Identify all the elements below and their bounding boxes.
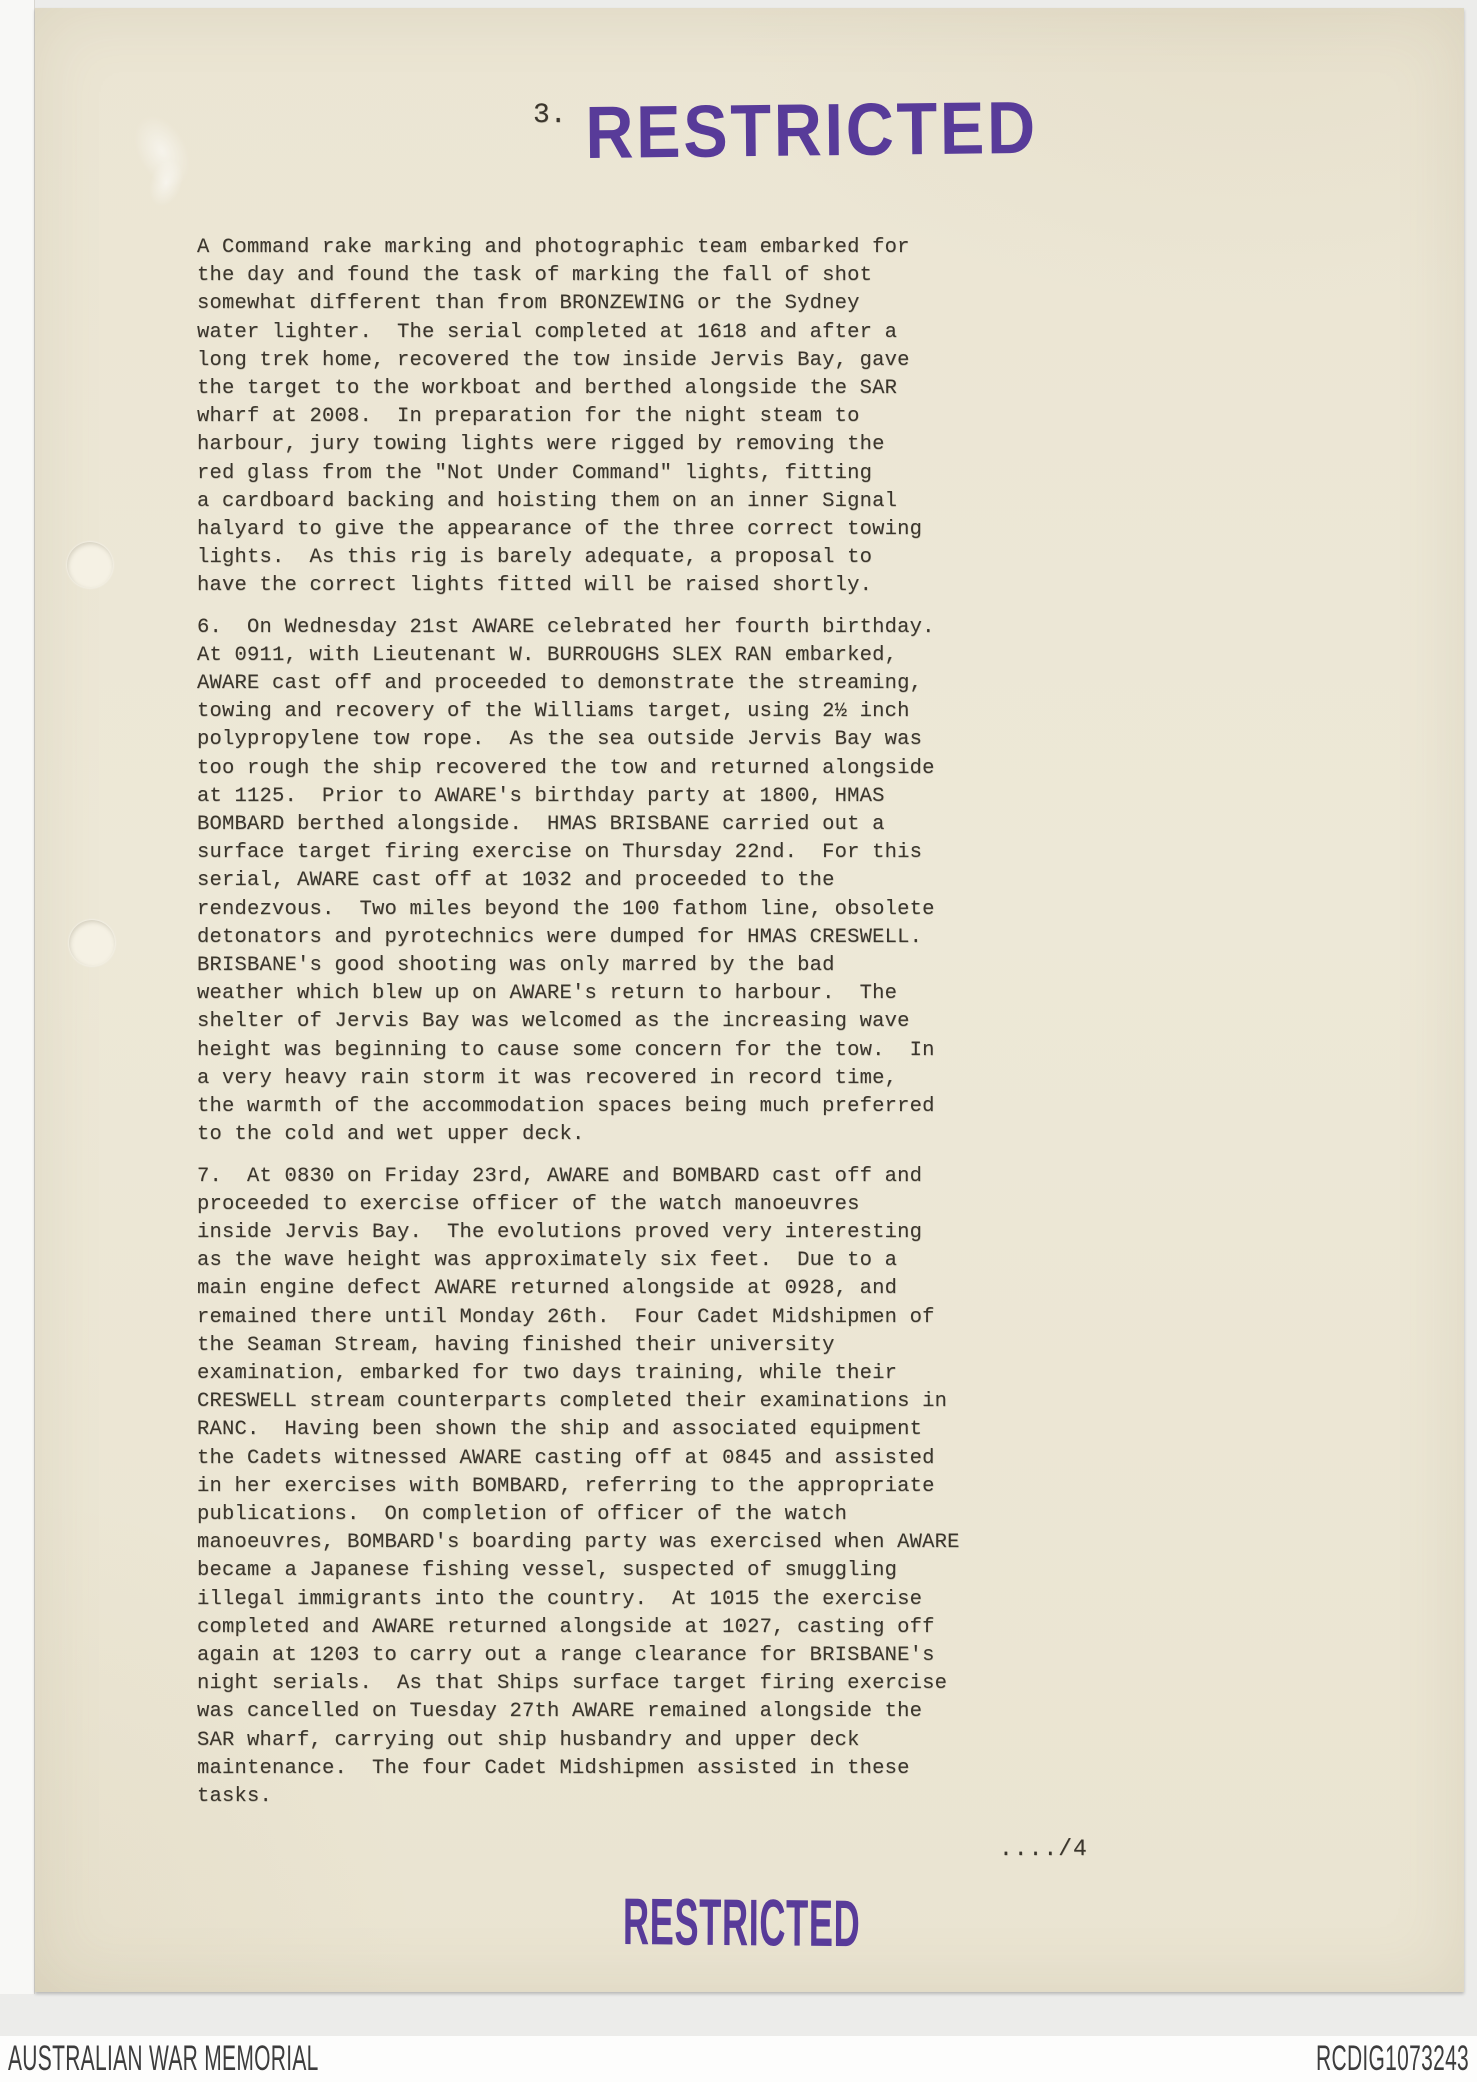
restricted-stamp-bottom: RESTRICTED — [622, 1884, 861, 1961]
typed-line: the Seaman Stream, having finished their university — [197, 1333, 835, 1357]
typed-line: the warmth of the accommodation spaces being much preferred — [197, 1095, 935, 1119]
typed-line: was cancelled on Tuesday 27th AWARE remained alongside the — [197, 1700, 923, 1724]
typed-line: the target to the workboat and berthed alongside the SAR — [197, 377, 898, 401]
typed-paragraph — [197, 1163, 997, 1812]
typed-line: publications. On completion of officer of the watch — [197, 1502, 848, 1526]
typed-line: the Cadets witnessed AWARE casting off at 0845 and assisted — [197, 1446, 935, 1470]
typed-line: a very heavy rain storm it was recovered in record time, — [197, 1066, 898, 1090]
typed-line: somewhat different than from BRONZEWING or the Sydney — [197, 292, 860, 316]
typed-line: again at 1203 to carry out a range clearance for BRISBANE's — [197, 1643, 935, 1667]
typed-line: tasks. — [197, 1784, 273, 1808]
typed-line: weather which blew up on AWARE's return to harbour. The — [197, 982, 898, 1006]
typed-line: inside Jervis Bay. The evolutions proved very interesting — [197, 1220, 923, 1244]
typed-line: lights. As this rig is barely adequate, a proposal to — [197, 546, 873, 570]
typed-line: water lighter. The serial completed at 1618 and after a — [197, 320, 898, 344]
typed-line: 6. On Wednesday 21st AWARE celebrated her fourth birthday. — [197, 615, 935, 639]
footer-bar — [0, 2036, 1477, 2082]
typed-line: have the correct lights fitted will be raised shortly. — [197, 574, 873, 598]
typed-line: remained there until Monday 26th. Four Cadet Midshipmen of — [197, 1305, 935, 1329]
typed-line: At 0911, with Lieutenant W. BURROUGHS SLEX RAN embarked, — [197, 643, 898, 667]
typed-line: too rough the ship recovered the tow and returned alongside — [197, 756, 935, 780]
typed-line: AWARE cast off and proceeded to demonstrate the streaming, — [197, 672, 923, 696]
typed-line: halyard to give the appearance of the three correct towing — [197, 518, 923, 542]
scan-edge-strip — [0, 0, 35, 1994]
typed-line: became a Japanese fishing vessel, suspected of smuggling — [197, 1559, 898, 1583]
typed-line: completed and AWARE returned alongside at 1027, casting off — [197, 1615, 935, 1639]
typed-line: harbour, jury towing lights were rigged by removing the — [197, 433, 885, 457]
typed-paragraph — [197, 234, 997, 601]
typed-line: CRESWELL stream counterparts completed their examinations in — [197, 1390, 948, 1414]
typed-line: detonators and pyrotechnics were dumped for HMAS CRESWELL. — [197, 925, 923, 949]
typed-line: main engine defect AWARE returned alongside at 0928, and — [197, 1277, 898, 1301]
typed-line: RANC. Having been shown the ship and associated equipment — [197, 1418, 923, 1442]
typed-line: manoeuvres, BOMBARD's boarding party was exercised when AWARE — [197, 1531, 960, 1555]
typed-line: illegal immigrants into the country. At 1015 the exercise — [197, 1587, 923, 1611]
typed-line: wharf at 2008. In preparation for the night steam to — [197, 405, 860, 429]
typed-line: 7. At 0830 on Friday 23rd, AWARE and BOMBARD cast off and — [197, 1164, 923, 1188]
typed-line: A Command rake marking and photographic team embarked for — [197, 236, 910, 259]
continuation-mark: ..../4 — [999, 1836, 1088, 1862]
typed-line: proceeded to exercise officer of the watch manoeuvres — [197, 1192, 860, 1216]
typed-line: the day and found the task of marking the fall of shot — [197, 264, 873, 288]
typed-line: as the wave height was approximately six feet. Due to a — [197, 1249, 898, 1273]
page-number: 3. — [533, 100, 567, 131]
typed-line: rendezvous. Two miles beyond the 100 fathom line, obsolete — [197, 897, 935, 921]
typed-line: at 1125. Prior to AWARE's birthday party at 1800, HMAS — [197, 784, 885, 808]
typed-line: SAR wharf, carrying out ship husbandry and upper deck — [197, 1728, 860, 1752]
typed-line: long trek home, recovered the tow inside Jervis Bay, gave — [197, 348, 910, 372]
document-text-body — [197, 234, 997, 1824]
document-page — [35, 8, 1464, 1992]
typed-line: night serials. As that Ships surface target firing exercise — [197, 1672, 948, 1696]
typed-line: BRISBANE's good shooting was only marred by the bad — [197, 954, 835, 978]
typed-line: examination, embarked for two days training, while their — [197, 1361, 898, 1385]
typed-line: a cardboard backing and hoisting them on an inner Signal — [197, 489, 898, 513]
footer-reference-id: RCDIG1073243 — [1315, 2039, 1469, 2078]
typed-line: maintenance. The four Cadet Midshipmen assisted in these — [197, 1756, 910, 1780]
typed-paragraph — [197, 614, 997, 1150]
typed-line: shelter of Jervis Bay was welcomed as the increasing wave — [197, 1010, 910, 1034]
punch-hole-bottom — [69, 920, 115, 966]
typed-line: in her exercises with BOMBARD, referring to the appropriate — [197, 1474, 935, 1498]
typed-line: towing and recovery of the Williams target, using 2½ inch — [197, 700, 910, 724]
typed-line: serial, AWARE cast off at 1032 and proceeded to the — [197, 869, 835, 893]
footer-archive-name: AUSTRALIAN WAR MEMORIAL — [8, 2039, 319, 2078]
punch-hole-top — [67, 542, 113, 588]
typed-line: height was beginning to cause some concern for the tow. In — [197, 1038, 935, 1062]
typed-line: surface target firing exercise on Thursday 22nd. For this — [197, 841, 923, 865]
typed-line: red glass from the "Not Under Command" lights, fitting — [197, 461, 873, 485]
typed-line: BOMBARD berthed alongside. HMAS BRISBANE carried out a — [197, 813, 885, 837]
typed-line: polypropylene tow rope. As the sea outside Jervis Bay was — [197, 728, 923, 752]
restricted-stamp-top: RESTRICTED — [584, 85, 1039, 174]
typed-line: to the cold and wet upper deck. — [197, 1123, 585, 1147]
